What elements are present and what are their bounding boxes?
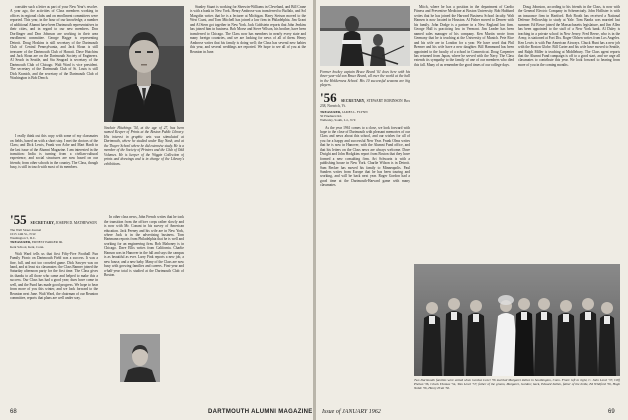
issue-footer: Issue of JANUARY 1962 bbox=[322, 409, 381, 415]
small-portrait-photo bbox=[120, 334, 160, 382]
hockey-caption: Former hockey captain Bruce Beard '61 does here with his three-year-old son Bruce Beard, all over the world at the ball in the Holderness School. His 10 successful seasons are big players. bbox=[320, 70, 410, 88]
wedding-caption: Two Dartmouth families were united when Gordon Lenci '56 married Margaret Zallen in Southington, Conn. Front: left to right, C. John Lenci '37, Cliff Phelan '36, Chuck Thomas '54, Tom Lenci '57; father of the groom, Margaret, Gordon; back, Edward Zallen, father of the bride, Ed Whitford '56, Hugh Noble '56, Henry Pratt '56. bbox=[414, 378, 620, 391]
left-col1-top-text: consider such a letter as part of your New Year's resolve. A year ago, the activities of Class members working in offices in regional clubs and on enrollment committees were reported. This year, in the hour of our knowledge, a number of additional Alumni have been Dartmouth representatives in their cities, and in regard to our new members. Don Dorflinger and Don Johnson are working in their area enrollment committee. George Hagge is representing Detroit. Doug Hoskins is still secretary of the Dartmouth Club of Central Pennsylvania, and Jack Sloan is still treasurer of the Dartmouth Club of Hawaii. Dave Hutchins and Jack Sloan are on the Dartmouth Society of Engineers. Al Seach in Seattle, and Stu Seagrad is secretary of the Dartmouth Club of Chicago. Walt Ward is vice president. The secretary of the Dartmouth Club of St. Louis is still Dick Kranich, and the secretary of the Dartmouth Club of Washington is Bob Dench. bbox=[10, 5, 98, 81]
small-portrait-illustration bbox=[120, 334, 160, 382]
wedding-group-illustration bbox=[414, 264, 620, 376]
left-page-number: 68 bbox=[10, 409, 17, 415]
hockey-photo-illustration bbox=[320, 6, 410, 66]
hockey-photo bbox=[320, 6, 410, 66]
portrait-illustration bbox=[104, 6, 184, 122]
class-year-55: '55 bbox=[10, 212, 27, 228]
right-col2-text: Mitch, where he has a position in the department of Cardio Fitness and Preventive Medicine at Boston University. Bob Hubbard writes that he has joined the Harvard Business School faculty. Walt Hansen is now located in Houston. Al Fisher moved to Denver with his family. John Dodge is a partner in a New England law firm. George Hall is practicing law in Vermont. Jim Leader has been named sales manager of his company. Ken Martin wrote from Germany that he is teaching at the University of Munich. Pete Rice and his wife are in London for a year. We have word that Phil Bremer and his wife have a new daughter. Bill Hammond has been appointed to the faculty of a school in Connecticut. Doug Carpenter has returned from Japan, where he served with the Navy. The Class extends its sympathy to the family of one of our members who died this fall. Many of us remember the good times of our college days. bbox=[414, 5, 514, 67]
left-col1-bottom-text: Walt Ward tells us that first Fifty-Five Football Fun Family Picnic on Dartmouth Field was a success. It was a fine, full, and not too crowded game. Dick Sawyer was on hand, and at least six classmates: the Class Banner joined the Saturday afternoon party for the first time. The Class gives its thanks to all those who came and helped to make this a success. Our Class has had a good year; dues have come in well, and the Fund has made good progress. We hope to hear from more of you this winter, and we look forward to the Reunion next June. Walt Ward, the chairman of our Reunion committee, reports that plans are well under way. bbox=[10, 251, 98, 301]
right-col-1 bbox=[320, 70, 410, 408]
class-55-address: The Wall Street Journal 1015 14th St., N.W. Washington 5, D.C. TREASURER, ERNEST PARKER IR. Kent School, Kent, Conn. bbox=[10, 228, 63, 249]
portrait-photo-hitchings bbox=[104, 6, 184, 122]
right-col3-text: Doug Johnston, according to his friends in the Class, is now with the General Electric Company in Schenectady. John Hollister is with an insurance firm in Hartford. Bob Booth has received a National Defense Fellowship to study at Yale. Tom Banks was married last summer. Ed Bowe joined the Massachusetts legislature, and Jim Allen has been appointed to the staff of a New York bank. Al Daley is teaching in a private school in New Jersey. Fred Reese, who is in the Army, is stationed at Fort Dix. Roger Ohlsen writes from Los Angeles. Ken Lewis is with Pan American Airways. Chuck Hunt has a new job with the Boston Globe. Bill Carter and his wife have moved to Seattle, and Ralph Miller is teaching at Middlebury. The Class agent reports that the Alumni Fund campaign is off to a good start, and we urge all classmates to contribute this year. We look forward to hearing from more of you in the coming months. bbox=[518, 5, 620, 67]
left-col2-text: In other class news, John French writes that he took the transition from the officer corps rather slowly and is now with Mr. Conant in his survey of American education. Jack Feeney and his wife are in New York, where Jack is in the advertising business. Tom Hartmann reports from Philadelphia that he is well and working for an engineering firm. Bob Mahoney is in Chicago. Dave Ellis writes from California. Charlie Hanson was in Hanover in the fall and says the campus is as beautiful as ever. Larry Fink reports a new job, a new house, and a new baby. Many of the Class are now busy with growing families and careers. First-year and a-half-year total is studied at the Dartmouth Club of Boston. bbox=[104, 215, 184, 278]
right-col-3 bbox=[518, 5, 620, 261]
hitchings-caption: Sinclair Hitchings '54, at the age of 27, has been named Keeper of Prints at the Boston Public Library. His interest in graphic arts was stimulated at Dartmouth, where he studied under Ray Nash, and at the Thayer School where he did extensive study. He is a member of the Society of Printers and the Club of Odd Volumes. He is keeper of the Wiggin Collection of prints and drawings and is in charge of the Library's exhibitions. bbox=[104, 126, 184, 166]
right-col-2 bbox=[414, 5, 514, 261]
class-56-address: TREASURER, JAMES L. FLYNN 50 Pinehurst Rd. Wellesley, South, L.I., N.Y. bbox=[320, 110, 368, 123]
left-col-3 bbox=[190, 5, 306, 408]
right-page-number: 69 bbox=[608, 409, 615, 415]
class-56-header: '56 SECRETARY, STEWART ROBINSON Box 238, Norwich, Vt. bbox=[320, 89, 410, 108]
class-year-56: '56 bbox=[320, 89, 337, 105]
class-55-header: '55 SECRETARY, JOSEPH D. MATHEWSON bbox=[10, 212, 97, 228]
page-gutter bbox=[313, 0, 316, 420]
right-col1-text: As the year 1961 comes to a close, we look forward with hope to the close of Dartmouth with pleasant memories of our Class and news about this school, and our wishes for all of you for a happy and successful New Year. Frank Olms writes that he is now in Hanover, with the Alumni Fund office, and that his letters on the Class news are always welcome. Dave Dwight and John Hodgkins report from Boston that they have formed a new consulting firm. Art Schwartz is with a publishing house in New York. Charlie Wilson is in Detroit. Sam Becker has moved his family to Minneapolis. Paul Sanders writes from Europe that he has been touring and working, and will be back next year. Roger Gordon had a good time at the Dartmouth-Harvard game with many classmates. bbox=[320, 125, 410, 188]
left-col-1 bbox=[10, 5, 98, 408]
left-col1-paragraph-2: I really think out this copy with some of my classmates on fields, based on with a short stay. I met the doctors of the Class; and Dick Lewis, Frank von Ache and Mart Hardt in the last issue of the Alumni Magazine. I am interested in the transition: India is turning from a civilian-cultural experience, and social structures are now based on our friends; from other schools in the country. The Class, though busy, is still in touch with most of its members. bbox=[10, 134, 98, 170]
left-col3-text: Stanley Stuart is working for Sherwin-Williams in Cleveland, and Bill Crane is with a bank in New York. Henry Ambrose was transferred to Buffalo, and Sol Margolin writes that he is a lecturer at Michigan. Harry Stetson moved to the West Coast, and Tom Mitchell has joined a law firm in Philadelphia. Jim Grant and Al Stern got together in New York. Jack Goldstein reports that John Jenkins has joined him in business. Bob Morse and Steve Wilson, his brother, have been transferred to Chicago. The Class now has members in nearly every state and many foreign countries, and we are looking for news of all of them. Henry Ambrose writes that his family is doing well; the Class has several new babies this year, and several weddings are reported. We hope to see all of you at the Reunion in June. bbox=[190, 5, 306, 54]
magazine-title-footer: DARTMOUTH ALUMNI MAGAZINE bbox=[208, 409, 313, 415]
wedding-group-photo bbox=[414, 264, 620, 376]
